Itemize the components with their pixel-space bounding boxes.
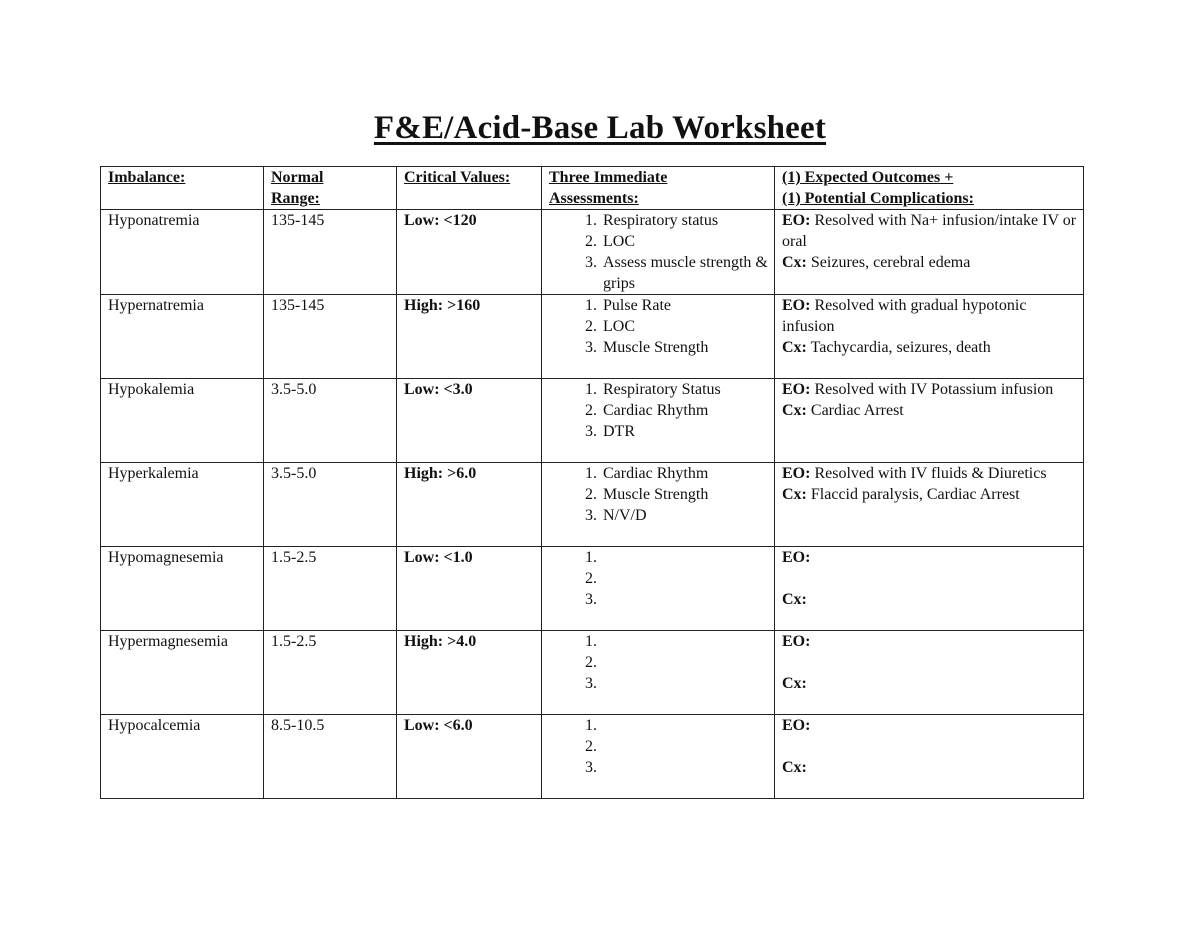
potential-complication: [782, 400, 1077, 421]
assessment-text: Respiratory status: [603, 212, 719, 229]
cx-label: Cx:: [782, 402, 807, 419]
assessment-item: [577, 463, 768, 484]
list-number: 3.: [585, 507, 597, 524]
table-row: [101, 463, 1084, 547]
table-row: [101, 210, 1084, 295]
cx-text: Flaccid paralysis, Cardiac Arrest: [810, 486, 1020, 503]
table-row: [101, 715, 1084, 799]
list-number: 2.: [585, 402, 597, 419]
list-number: 2.: [585, 233, 597, 250]
worksheet-table: [100, 166, 1084, 799]
normal-range-cell: 3.5-5.0: [264, 463, 397, 547]
outcomes-cell: [775, 295, 1084, 379]
eo-text: Resolved with Na+ infusion/intake IV or oral: [782, 212, 1077, 250]
normal-range-cell: 3.5-5.0: [264, 379, 397, 463]
assessments-cell: [542, 631, 775, 715]
assessment-list: [549, 715, 768, 778]
assessment-item: [577, 652, 768, 673]
eo-text: Resolved with gradual hypotonic infusion: [782, 297, 1027, 335]
assessment-list: [549, 210, 768, 294]
potential-complication: [782, 337, 1077, 358]
assessment-list: [549, 463, 768, 526]
eo-label: EO:: [782, 212, 811, 229]
outcomes-cell: [775, 631, 1084, 715]
expected-outcome: [782, 715, 1077, 736]
imbalance-cell: Hypernatremia: [101, 295, 264, 379]
cx-label: Cx:: [782, 591, 807, 608]
assessment-text: Pulse Rate: [603, 297, 671, 314]
list-number: 3.: [585, 591, 597, 608]
assessment-item: [577, 421, 768, 442]
assessment-text: DTR: [603, 423, 635, 440]
imbalance-cell: Hypocalcemia: [101, 715, 264, 799]
assessment-item: [577, 295, 768, 316]
assessment-item: [577, 337, 768, 358]
critical-value-cell: Low: <1.0: [397, 547, 542, 631]
critical-value-cell: Low: <120: [397, 210, 542, 295]
critical-value-cell: High: >4.0: [397, 631, 542, 715]
worksheet-title: F&E/Acid-Base Lab Worksheet: [373, 110, 827, 146]
assessment-text: LOC: [603, 233, 635, 250]
blank-line: [782, 736, 1077, 757]
cx-text: Tachycardia, seizures, death: [810, 339, 991, 356]
outcomes-cell: [775, 715, 1084, 799]
list-number: 2.: [585, 318, 597, 335]
list-number: 1.: [585, 465, 597, 482]
cx-label: Cx:: [782, 486, 807, 503]
list-number: 3.: [585, 423, 597, 440]
assessment-list: [549, 547, 768, 610]
list-number: 2.: [585, 654, 597, 671]
blank-line: [782, 568, 1077, 589]
outcomes-cell: [775, 379, 1084, 463]
assessment-text: Respiratory Status: [603, 381, 721, 398]
potential-complication: [782, 757, 1077, 778]
assessment-item: [577, 757, 768, 778]
list-number: 1.: [585, 549, 597, 566]
assessments-cell: [542, 463, 775, 547]
expected-outcome: [782, 631, 1077, 652]
assessment-list: [549, 379, 768, 442]
eo-label: EO:: [782, 717, 811, 734]
list-number: 1.: [585, 381, 597, 398]
assessment-item: [577, 400, 768, 421]
expected-outcome: [782, 210, 1077, 252]
list-number: 1.: [585, 633, 597, 650]
eo-label: EO:: [782, 549, 811, 566]
critical-value-cell: High: >160: [397, 295, 542, 379]
assessment-item: [577, 505, 768, 526]
cx-label: Cx:: [782, 675, 807, 692]
potential-complication: [782, 252, 1077, 273]
cx-label: Cx:: [782, 254, 807, 271]
potential-complication: [782, 673, 1077, 694]
assessment-text: Muscle Strength: [603, 339, 709, 356]
assessment-text: N/V/D: [603, 507, 647, 524]
normal-range-cell: 135-145: [264, 210, 397, 295]
cx-label: Cx:: [782, 339, 807, 356]
normal-range-cell: 8.5-10.5: [264, 715, 397, 799]
assessment-item: [577, 631, 768, 652]
cx-text: Seizures, cerebral edema: [810, 254, 971, 271]
critical-value-cell: Low: <6.0: [397, 715, 542, 799]
assessment-item: [577, 252, 768, 294]
header-critical-values: Critical Values:: [397, 167, 542, 210]
assessment-text: Cardiac Rhythm: [603, 465, 709, 482]
assessment-item: [577, 379, 768, 400]
assessment-text: Cardiac Rhythm: [603, 402, 709, 419]
normal-range-cell: 135-145: [264, 295, 397, 379]
imbalance-cell: Hyperkalemia: [101, 463, 264, 547]
assessment-item: [577, 589, 768, 610]
list-number: 3.: [585, 254, 597, 271]
table-row: [101, 547, 1084, 631]
list-number: 3.: [585, 759, 597, 776]
list-number: 2.: [585, 486, 597, 503]
assessments-cell: [542, 547, 775, 631]
header-normal-range: Normal Range:: [264, 167, 397, 210]
eo-label: EO:: [782, 633, 811, 650]
normal-range-cell: 1.5-2.5: [264, 547, 397, 631]
assessment-item: [577, 547, 768, 568]
potential-complication: [782, 589, 1077, 610]
outcomes-cell: [775, 463, 1084, 547]
assessment-item: [577, 210, 768, 231]
eo-label: EO:: [782, 297, 811, 314]
list-number: 1.: [585, 717, 597, 734]
normal-range-cell: 1.5-2.5: [264, 631, 397, 715]
eo-text: Resolved with IV Potassium infusion: [814, 381, 1054, 398]
assessment-item: [577, 484, 768, 505]
eo-label: EO:: [782, 465, 811, 482]
header-assessments: Three Immediate Assessments:: [542, 167, 775, 210]
table-row: [101, 295, 1084, 379]
assessments-cell: [542, 295, 775, 379]
assessments-cell: [542, 715, 775, 799]
table-row: [101, 379, 1084, 463]
list-number: 3.: [585, 339, 597, 356]
imbalance-cell: Hyponatremia: [101, 210, 264, 295]
potential-complication: [782, 484, 1077, 505]
cx-label: Cx:: [782, 759, 807, 776]
assessments-cell: [542, 210, 775, 295]
outcomes-cell: [775, 547, 1084, 631]
outcomes-cell: [775, 210, 1084, 295]
table-row: [101, 631, 1084, 715]
expected-outcome: [782, 379, 1077, 400]
imbalance-cell: Hypokalemia: [101, 379, 264, 463]
header-outcomes: (1) Expected Outcomes + (1) Potential Complications:: [775, 167, 1084, 210]
assessment-item: [577, 568, 768, 589]
assessment-list: [549, 631, 768, 694]
expected-outcome: [782, 547, 1077, 568]
assessment-item: [577, 736, 768, 757]
critical-value-cell: High: >6.0: [397, 463, 542, 547]
cx-text: Cardiac Arrest: [810, 402, 904, 419]
imbalance-cell: Hypomagnesemia: [101, 547, 264, 631]
critical-value-cell: Low: <3.0: [397, 379, 542, 463]
list-number: 2.: [585, 570, 597, 587]
list-number: 1.: [585, 297, 597, 314]
imbalance-cell: Hypermagnesemia: [101, 631, 264, 715]
assessment-item: [577, 316, 768, 337]
eo-label: EO:: [782, 381, 811, 398]
expected-outcome: [782, 463, 1077, 484]
assessment-text: Muscle Strength: [603, 486, 709, 503]
assessment-item: [577, 231, 768, 252]
list-number: 2.: [585, 738, 597, 755]
assessment-text: LOC: [603, 318, 635, 335]
blank-line: [782, 652, 1077, 673]
assessment-item: [577, 673, 768, 694]
header-row: [101, 167, 1084, 210]
assessment-text: Assess muscle strength & grips: [603, 254, 768, 292]
list-number: 1.: [585, 212, 597, 229]
assessments-cell: [542, 379, 775, 463]
expected-outcome: [782, 295, 1077, 337]
eo-text: Resolved with IV fluids & Diuretics: [814, 465, 1047, 482]
header-imbalance: Imbalance:: [101, 167, 264, 210]
list-number: 3.: [585, 675, 597, 692]
assessment-list: [549, 295, 768, 358]
assessment-item: [577, 715, 768, 736]
